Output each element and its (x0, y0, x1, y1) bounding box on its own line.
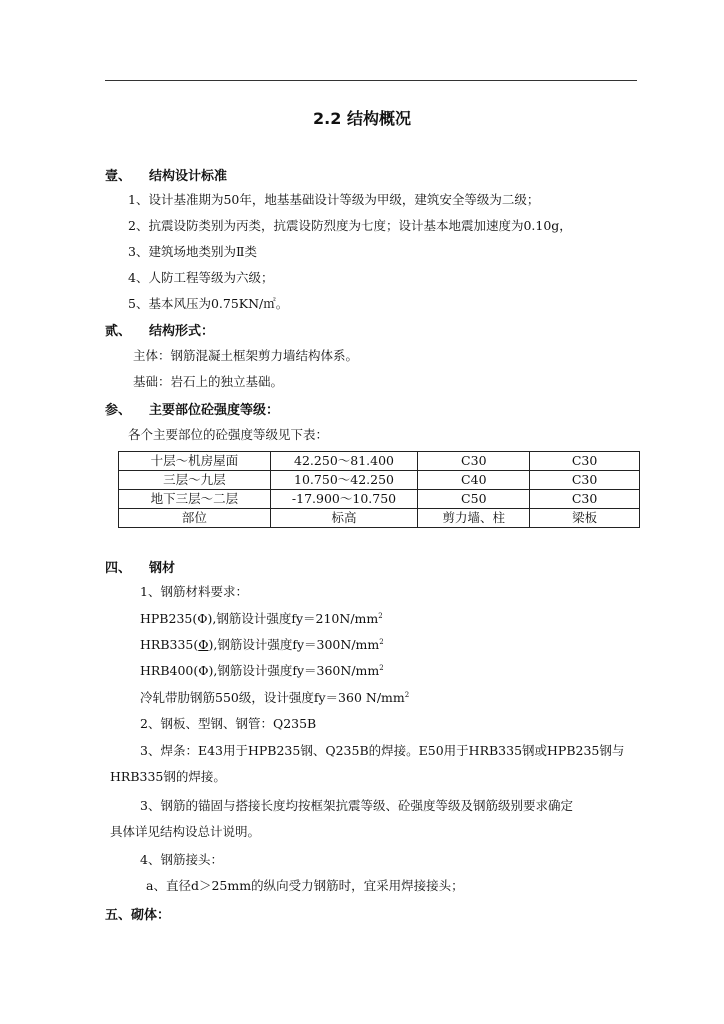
table-cell: C50 (418, 490, 530, 509)
s4-line-2: 2、钢板、型钢、钢管：Q235B (140, 716, 317, 731)
s1-line-3: 3、建筑场地类别为Ⅱ类 (128, 244, 257, 259)
table-cell: C40 (418, 471, 530, 490)
s1-line-1: 1、设计基准期为50年，地基基础设计等级为甲级，建筑安全等级为二级； (128, 192, 540, 207)
section-4-title: 钢材 (149, 561, 176, 576)
table-cell: C30 (418, 452, 530, 471)
table-row (119, 490, 640, 509)
table-row (119, 471, 640, 490)
s4-line-3b: HRB335钢的焊接。 (110, 769, 226, 784)
section-3-title: 主要部位砼强度等级： (149, 403, 280, 418)
table-cell: 梁板 (530, 509, 640, 528)
s4-line-1: 1、钢筋材料要求： (140, 584, 248, 599)
page-title: 2.2 结构概况 (313, 109, 411, 128)
s4-line-3a: 3、焊条：E43用于HPB235钢、Q235B的焊接。E50用于HRB335钢或HPB235钢与 (140, 743, 625, 758)
s2-line-1: 主体：钢筋混凝土框架剪力墙结构体系。 (133, 348, 359, 363)
table-cell: 42.250～81.400 (270, 452, 418, 471)
s4-hpb235: HPB235(Φ),钢筋设计强度$fy=210N/mm^2$ (140, 611, 383, 626)
table-cell: 十层～机房屋面 (119, 452, 271, 471)
table-cell: C30 (530, 471, 640, 490)
section-4-heading (105, 557, 175, 576)
s2-line-2: 基础：岩石上的独立基础。 (133, 374, 284, 389)
table-cell: 10.750～42.250 (270, 471, 418, 490)
table-row (119, 452, 640, 471)
section-2-title: 结构形式： (149, 324, 215, 339)
hrb335-symbol: Φ (198, 637, 209, 652)
section-1-number: 壹、 (105, 169, 132, 184)
s4-hrb335: HRB335(Φ),钢筋设计强度$fy=300N/mm^2$ (140, 637, 384, 652)
s4-line-4b: 具体详见结构设总计说明。 (110, 824, 261, 839)
s1-line-5: 5、基本风压为0.75KN/㎡。 (128, 296, 289, 311)
header-rule (105, 80, 637, 81)
section-2-number: 贰、 (105, 324, 132, 339)
section-4-number: 四、 (105, 561, 132, 576)
table-cell: 三层～九层 (119, 471, 271, 490)
section-3-number: 参、 (105, 403, 132, 418)
s4-line-6: a、直径d＞25mm的纵向受力钢筋时，宜采用焊接接头； (146, 878, 464, 893)
table-cell: C30 (530, 490, 640, 509)
section-5-heading: 五、砌体： (105, 908, 171, 923)
table-cell: 剪力墙、柱 (418, 509, 530, 528)
table-cell: 地下三层～二层 (119, 490, 271, 509)
section-1-title: 结构设计标准 (149, 169, 228, 184)
s4-line-5: 4、钢筋接头： (140, 852, 223, 867)
s3-intro: 各个主要部位的砼强度等级见下表： (128, 427, 329, 442)
table-cell: -17.900～10.750 (270, 490, 418, 509)
s4-cold-rolled: 冷轧带肋钢筋550级，设计强度fy＝360 $N/mm^2$ (140, 690, 410, 705)
s1-line-4: 4、人防工程等级为六级； (128, 270, 274, 285)
s4-hrb400: HRB400(Φ),钢筋设计强度$fy=360N/mm^2$ (140, 663, 384, 678)
section-2-heading (105, 320, 214, 339)
section-1-heading (105, 165, 227, 184)
table-header-row (119, 509, 640, 528)
concrete-grade-table (118, 451, 640, 528)
table-cell: 部位 (119, 509, 271, 528)
s4-line-4a: 3、钢筋的锚固与搭接长度均按框架抗震等级、砼强度等级及钢筋级别要求确定 (140, 798, 573, 813)
s1-line-2: 2、抗震设防类别为丙类，抗震设防烈度为七度；设计基本地震加速度为0.10g， (128, 218, 572, 233)
table-cell: C30 (530, 452, 640, 471)
section-3-heading (105, 399, 279, 418)
table-cell: 标高 (270, 509, 418, 528)
